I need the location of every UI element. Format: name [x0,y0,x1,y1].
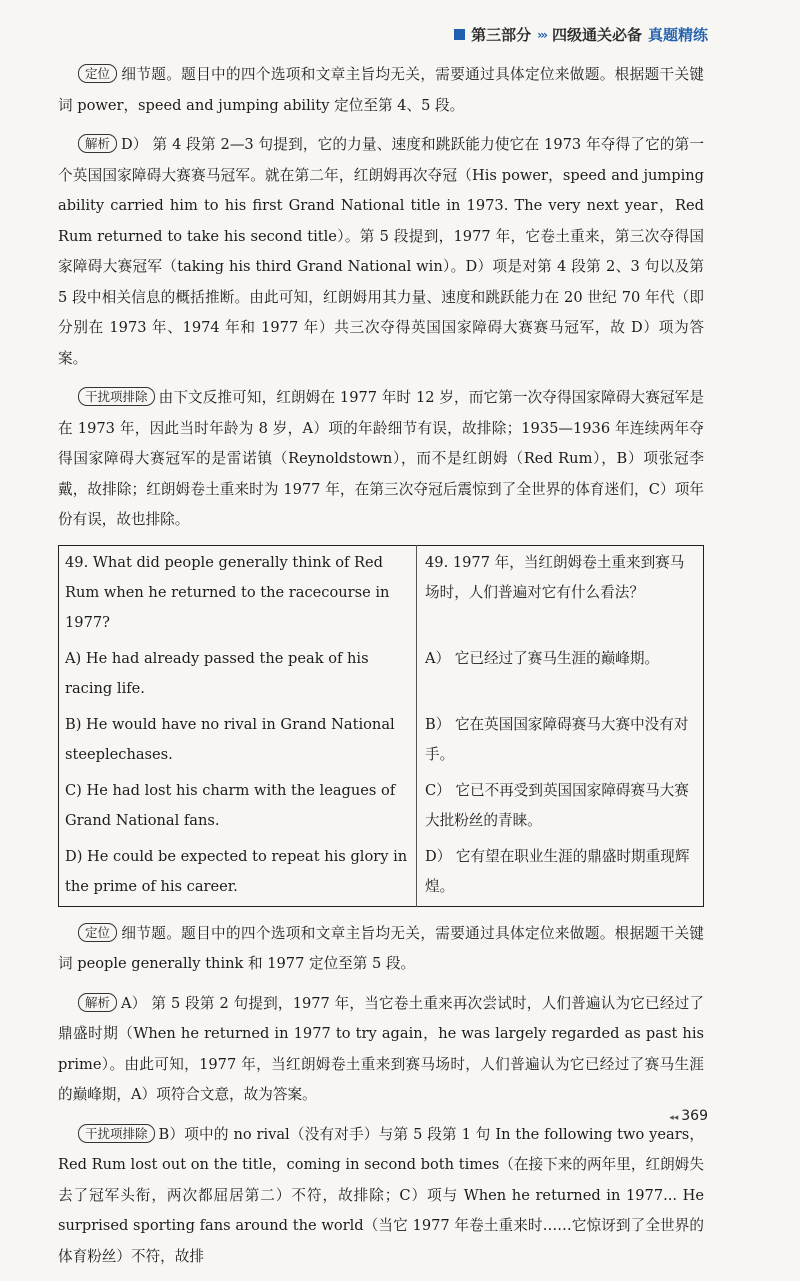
running-header [454,24,708,45]
locate-tag: 定位 [78,64,117,83]
distractor-paragraph-48 [58,383,704,536]
option-d-en: D) He could be expected to repeat his glory in the prime of his career. [59,840,417,907]
distractor-paragraph-49 [58,1120,704,1273]
option-row-a [59,642,704,708]
page-content [58,60,704,1281]
option-b-zh: B） 它在英国国家障碍赛马大赛中没有对手。 [425,715,689,763]
double-left-arrow-icon: ◂◂ [669,1113,679,1123]
option-row-d [59,840,704,907]
header-title-highlight: 真题精练 [647,26,708,44]
locate-text: 细节题。题目中的四个选项和文章主旨均无关，需要通过具体定位来做题。根据题干关键词 power，speed and jumping ability 定位至第 4、5 段。 [58,66,704,114]
triple-chevron-icon: ››› [537,27,546,42]
square-bullet-icon [454,29,465,40]
question-zh: 49. 1977 年，当红朗姆卷土重来到赛马场时，人们普遍对它有什么看法？ [425,553,685,601]
analysis-paragraph-48 [58,130,704,374]
question-row [59,545,704,642]
page-number-value: 369 [681,1108,708,1124]
question-en: 49. What did people generally think of Red Rum when he returned to the racecourse in 1977? [59,545,417,642]
analysis-text: A） 第 5 段第 2 句提到，1977 年，当它卷土重来再次尝试时，人们普遍认为它已经过了鼎盛时期（When he returned in 1977 to try again，he was largely regarded as past his prime）。由此可知，1977 年，当红朗姆卷土重来到赛马场时，人们普遍认为它已经过了赛马生涯的巅峰期，A）项符合文意，故为答案。 [58,994,704,1103]
locate-tag: 定位 [78,923,117,942]
locate-paragraph-48 [58,60,704,121]
locate-paragraph-49 [58,919,704,980]
header-section: 第三部分 [471,26,532,44]
header-title: 四级通关必备 [551,26,642,44]
option-c-en: C) He had lost his charm with the leagues of Grand National fans. [59,774,417,840]
distractor-tag: 干扰项排除 [78,387,155,406]
option-a-en: A) He had already passed the peak of his racing life. [59,642,417,708]
distractor-text: 由下文反推可知，红朗姆在 1977 年时 12 岁，而它第一次夺得国家障碍大赛冠军是在 1973 年，因此当时年龄为 8 岁，A）项的年龄细节有误，故排除；1935—1936 年连续两年夺得国家障碍大赛冠军的是雷诺镇（Reynoldstown），而不是红朗姆（Red Rum），B）项张冠李戴，故排除；红朗姆卷土重来时为 1977 年，在第三次夺冠后震惊到了全世界的体育迷们，C）项年份有误，故也排除。 [58,389,704,528]
option-a-zh: A） 它已经过了赛马生涯的巅峰期。 [425,649,660,667]
option-c-zh: C） 它已不再受到英国国家障碍赛马大赛大批粉丝的青睐。 [425,781,689,829]
option-row-b [59,708,704,774]
page-number [669,1108,708,1124]
analysis-paragraph-49 [58,989,704,1111]
option-b-en: B) He would have no rival in Grand National steeplechases. [59,708,417,774]
distractor-text: B）项中的 no rival（没有对手）与第 5 段第 1 句 In the following two years，Red Rum lost out on the title，coming in second both times（在接下来的两年里，红朗姆失去了冠军头衔，两次都屈居第二）不符，故排除；C）项与 When he returned in 1977... He surprised sporting fans around the world（当它 1977 年卷土重来时……它惊讶到了全世界的体育粉丝）不符，故排 [58,1125,704,1265]
locate-text: 细节题。题目中的四个选项和文章主旨均无关，需要通过具体定位来做题。根据题干关键词 people generally think 和 1977 定位至第 5 段。 [58,924,704,972]
analysis-tag: 解析 [78,134,117,153]
option-d-zh: D） 它有望在职业生涯的鼎盛时期重现辉煌。 [425,847,690,895]
analysis-text: D） 第 4 段第 2—3 句提到，它的力量、速度和跳跃能力使它在 1973 年夺得了它的第一个英国国家障碍大赛赛马冠军。就在第二年，红朗姆再次夺冠（His power，speed and jumping ability carried him to his first Grand National title in 1973. The very next year，Red Rum returned to take his second title）。第 5 段提到，1977 年，它卷土重来，第三次夺得国家障碍大赛冠军（taking his third Grand National win）。D）项是对第 4 段第 2、3 句以及第 5 段中相关信息的概括推断。由此可知，红朗姆用其力量、速度和跳跃能力在 20 世纪 70 年代（即分别在 1973 年、1974 年和 1977 年）共三次夺得英国国家障碍大赛赛马冠军，故 D）项为答案。 [58,136,704,367]
analysis-tag: 解析 [78,993,117,1012]
distractor-tag: 干扰项排除 [78,1124,155,1143]
option-row-c [59,774,704,840]
question-49-table [58,545,704,907]
